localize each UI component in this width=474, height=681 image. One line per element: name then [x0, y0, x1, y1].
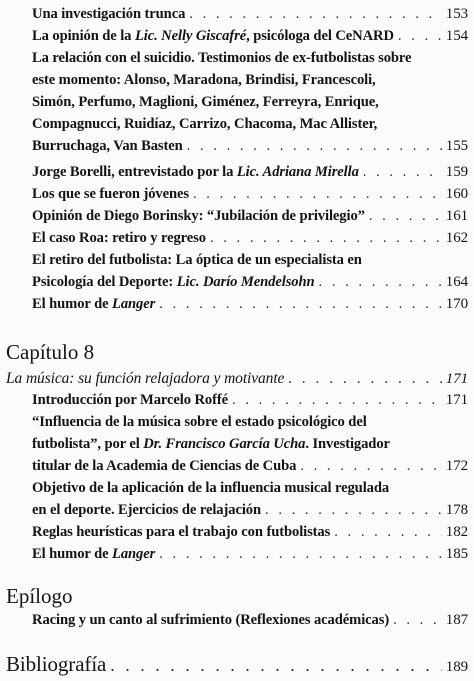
toc-entry: Una investigación trunca . . . 153 — [32, 4, 468, 25]
page-number: 162 — [445, 230, 468, 246]
page-number: 159 — [445, 164, 468, 180]
toc-entry: El humor de Langer . . . 170 — [32, 294, 468, 315]
page-number: 172 — [445, 458, 468, 474]
toc-entry: La relación con el suicidio. Testimonios de ex-futbolistas sobre este momento: Alonso, Maradona, Brindisi, Francescoli, Simón, Perfumo, Maglioni, Giménez, Ferreyra, Enrique, Compagnucci, Ruidíaz, Carrizo, Chacoma, Mac Allister, Burruchaga, Van Basten . . . 155 — [32, 48, 468, 157]
page-number: 155 — [445, 138, 468, 154]
toc-entry: Introducción por Marcelo Roffé . . . 171 — [32, 390, 468, 411]
toc-entry: La opinión de la Lic. Nelly Giscafré, psicóloga del CeNARD . . . 154 — [32, 26, 468, 47]
page-number: 154 — [445, 28, 468, 44]
toc-entry: El retiro del futbolista: La óptica de un especialista en Psicología del Deporte: Lic. Darío Mendelsohn . . . 164 — [32, 250, 468, 293]
page-number: 182 — [445, 524, 468, 540]
toc-entry: El humor de Langer . . . 185 — [32, 544, 468, 565]
page-number: 171 — [445, 371, 468, 387]
bibliography-entry: Bibliografía . . . 189 — [6, 652, 468, 679]
chapter-heading: Capítulo 8 — [6, 340, 95, 364]
toc-entry: “Influencia de la música sobre el estado psicológico del futbolista”, por el Dr. Francisco García Ucha. Investigador titular de la Academia de Ciencias de Cuba . . . 172 — [32, 412, 468, 477]
toc-entry: Racing y un canto al sufrimiento (Reflexiones académicas) . . . 187 — [32, 610, 468, 631]
toc-entry: Jorge Borelli, entrevistado por la Lic. Adriana Mirella . . . 159 — [32, 162, 468, 183]
page-number: 160 — [445, 186, 468, 202]
page-number: 171 — [445, 392, 468, 408]
page-number: 187 — [445, 612, 468, 628]
page-number: 170 — [445, 296, 468, 312]
page-number: 189 — [445, 659, 468, 675]
toc-entry: Opinión de Diego Borinsky: “Jubilación de privilegio” . . . 161 — [32, 206, 468, 227]
page-number: 185 — [445, 546, 468, 562]
epilogue-heading: Epílogo — [6, 584, 73, 608]
page-number: 161 — [445, 208, 468, 224]
page-number: 178 — [445, 502, 468, 518]
toc-entry: Objetivo de la aplicación de la influencia musical regulada en el deporte. Ejercicios de relajación . . . 178 — [32, 478, 468, 521]
chapter-title: La música: su función relajadora y motivante . . . 171 — [6, 368, 468, 390]
page-number: 153 — [445, 6, 468, 22]
toc-entry: Los que se fueron jóvenes . . . 160 — [32, 184, 468, 205]
toc-entry: Reglas heurísticas para el trabajo con futbolistas . . . 182 — [32, 522, 468, 543]
page-number: 164 — [445, 274, 468, 290]
toc-entry: El caso Roa: retiro y regreso . . . 162 — [32, 228, 468, 249]
